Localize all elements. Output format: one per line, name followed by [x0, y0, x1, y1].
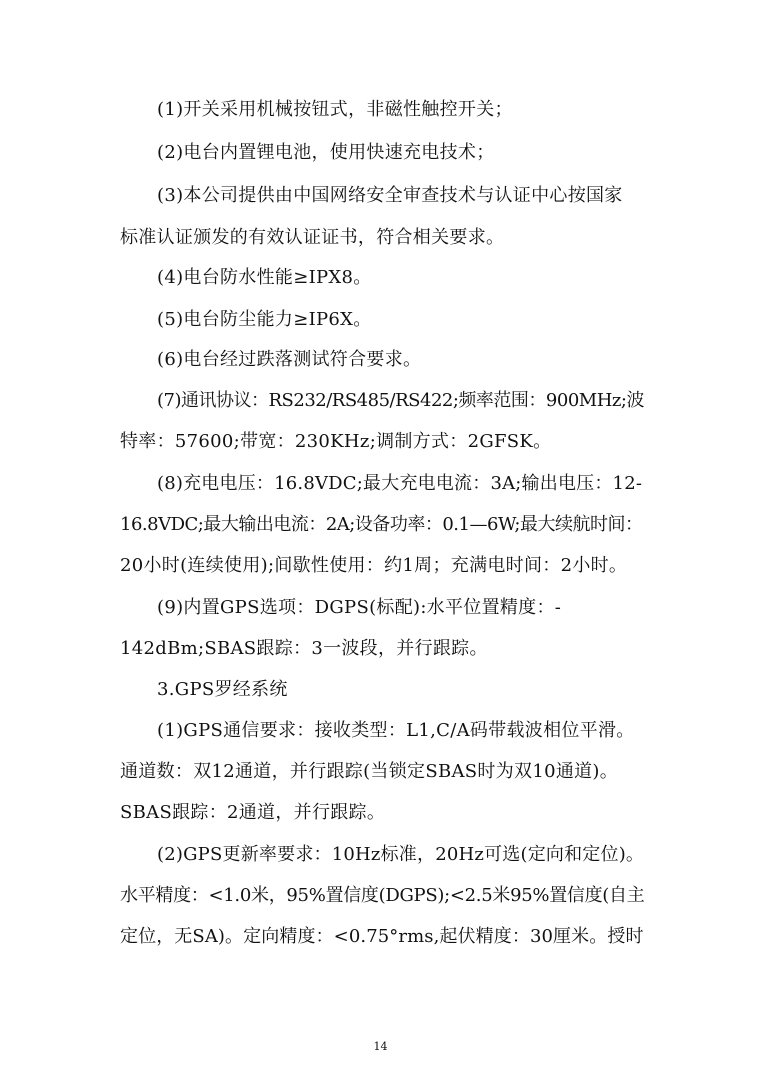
- section-heading-gps-compass: 3.GPS罗经系统: [157, 679, 288, 700]
- text-line-spec-4: (4)电台防水性能≥IPX8。: [157, 267, 372, 288]
- text-line-spec-8a: (8)充电电压：16.8VDC;最大充电电流：3A;输出电压：12-: [157, 473, 643, 494]
- text-line-spec-9a: (9)内置GPS选项：DGPS(标配):水平位置精度：-: [157, 597, 562, 618]
- text-line-gps-2a: (2)GPS更新率要求：10Hz标准，20Hz可选(定向和定位)。: [157, 844, 645, 865]
- text-line-spec-7b: 特率：57600;带宽：230KHz;调制方式：2GFSK。: [120, 431, 552, 452]
- text-line-gps-2b: 水平精度：<1.0米，95%置信度(DGPS);<2.5米95%置信度(自主: [120, 885, 645, 906]
- text-line-spec-1: (1)开关采用机械按钮式，非磁性触控开关；: [157, 99, 513, 120]
- text-line-spec-6: (6)电台经过跌落测试符合要求。: [157, 349, 422, 370]
- text-line-spec-7a: (7)通讯协议：RS232/RS485/RS422;频率范围：900MHz;波: [157, 390, 644, 411]
- text-line-spec-3b: 标准认证颁发的有效认证证书，符合相关要求。: [120, 227, 505, 248]
- text-line-spec-5: (5)电台防尘能力≥IP6X。: [157, 309, 372, 330]
- page-number: 14: [373, 1040, 388, 1053]
- text-line-spec-8c: 20小时(连续使用);间歇性使用：约1周；充满电时间：2小时。: [120, 555, 628, 576]
- text-line-spec-3a: (3)本公司提供由中国网络安全审查技术与认证中心按国家: [157, 185, 623, 206]
- text-line-gps-1b: 通道数：双12通道，并行跟踪(当锁定SBAS时为双10通道)。: [120, 761, 619, 782]
- text-line-gps-1a: (1)GPS通信要求：接收类型：L1,C/A码带载波相位平滑。: [157, 720, 635, 741]
- text-line-gps-1c: SBAS跟踪：2通道，并行跟踪。: [120, 802, 386, 823]
- text-line-gps-2c: 定位，无SA)。定向精度：<0.75°rms,起伏精度：30厘米。授时: [120, 926, 644, 947]
- text-line-spec-9b: 142dBm;SBAS跟踪：3一波段，并行跟踪。: [120, 638, 488, 659]
- text-line-spec-8b: 16.8VDC;最大输出电流：2A;设备功率：0.1—6W;最大续航时间：: [120, 514, 643, 535]
- text-line-spec-2: (2)电台内置锂电池，使用快速充电技术；: [157, 142, 495, 163]
